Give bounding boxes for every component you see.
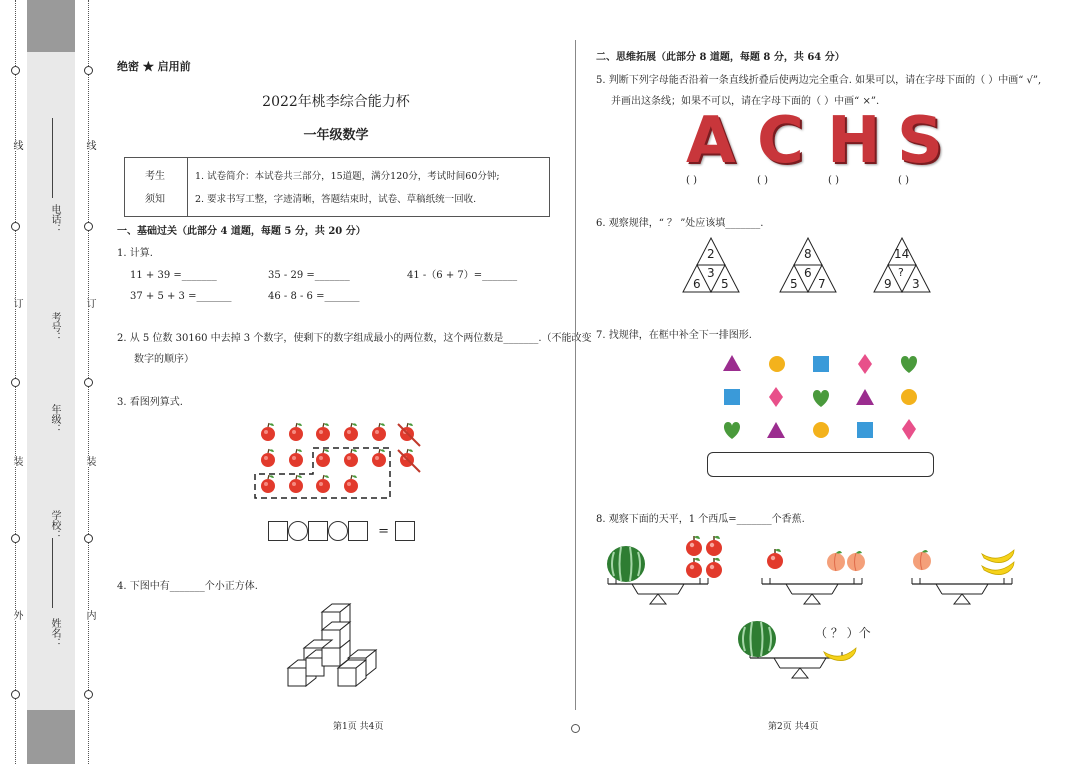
contest-title: 2022年桃李综合能力杯 [262, 94, 410, 110]
operator-circle[interactable] [328, 521, 348, 541]
q3-label: 3. 看图列算式. [117, 397, 183, 408]
inner-mark: 装 [84, 456, 95, 466]
square-shape [724, 389, 740, 405]
outer-mark: 外 [11, 610, 22, 620]
triangle-mid: 6 [804, 266, 812, 280]
answer-box[interactable] [268, 521, 288, 541]
page-footer-right: 第2页 共4页 [768, 722, 819, 732]
outer-mark: 装 [11, 456, 22, 466]
outer-mark: 线 [11, 140, 22, 150]
triangle-left: 6 [693, 277, 701, 291]
outer-mark: 订 [11, 298, 22, 308]
seal-circle [84, 690, 93, 699]
letter-s: S [897, 104, 944, 178]
equals-sign: = [378, 523, 390, 539]
notice-table [124, 157, 550, 217]
circle-shape [769, 356, 785, 372]
subject-title: 一年级数学 [303, 128, 369, 143]
phone-field: 电话： [49, 204, 60, 234]
q1-item: 41 -（6 + 7）=_______ [407, 270, 518, 281]
notice-header-cell [125, 158, 188, 216]
school-underline [52, 538, 53, 608]
apples-illustration [250, 418, 430, 504]
page-divider [575, 40, 576, 710]
answer-box[interactable] [308, 521, 328, 541]
diamond-shape [858, 354, 872, 374]
letter-c: C [757, 104, 804, 178]
square-shape [857, 422, 873, 438]
triangle-left: 9 [884, 277, 892, 291]
operator-circle[interactable] [288, 521, 308, 541]
heart-shape [724, 422, 740, 439]
diamond-shape [902, 419, 916, 440]
answer-paren[interactable]: ( ) [898, 175, 909, 186]
seal-circle [11, 534, 20, 543]
section-1-heading: 一、基础过关（此部分 4 道题，每题 5 分，共 20 分） [117, 226, 366, 237]
id-field: 考号： [49, 312, 60, 342]
inner-mark: 内 [84, 610, 95, 620]
triangle-top: 8 [804, 247, 812, 261]
cubes-figure [286, 602, 386, 690]
triangle-mid: 3 [707, 266, 715, 280]
triangle-shape [856, 389, 874, 405]
q8-question-mark[interactable]: （ ？ ）个 [815, 626, 871, 640]
q7-answer-box[interactable] [707, 452, 934, 477]
q5-text-cont: 并画出这条线；如果不可以，请在字母下面的（ ）中画“ ×”. [611, 96, 880, 107]
inner-mark: 订 [84, 298, 95, 308]
letter-a: A [686, 104, 736, 178]
school-field: 学校： [49, 510, 60, 540]
q1-item: 11 + 39 =_______ [130, 270, 217, 281]
q5-text: 5. 判断下列字母能否沿着一条直线折叠后使两边完全重合. 如果可以，请在字母下面的（ ）中画“ √”, [596, 75, 1042, 86]
q2-text: 2. 从 5 位数 30160 中去掉 3 个数字，使剩下的数字组成最小的两位数，这个两位数是_______.（不能改变 [117, 333, 592, 344]
answer-paren[interactable]: ( ) [828, 175, 839, 186]
binding-light-band [27, 52, 75, 710]
answer-paren[interactable]: ( ) [686, 175, 697, 186]
notice-head-1: 考生 [145, 171, 165, 182]
q8-label: 8. 观察下面的天平，1 个西瓜=_______个香蕉. [596, 514, 805, 525]
binding-margin [0, 0, 100, 764]
page-footer-left: 第1页 共4页 [333, 722, 384, 732]
name-field: 姓名： [49, 618, 60, 648]
q6-label: 6. 观察规律，“ ？ ”处应该填_______. [596, 218, 764, 229]
apple-row-3 [261, 475, 358, 493]
secret-label: 绝密 ★ 启用前 [117, 60, 191, 73]
seal-circle [84, 378, 93, 387]
triangle-2-numbers [779, 237, 837, 293]
seal-circle [11, 378, 20, 387]
seal-circle [84, 534, 93, 543]
binding-gray-bottom [27, 710, 75, 764]
q1-item: 37 + 5 + 3 =_______ [130, 291, 232, 302]
shape-pattern-grid [718, 352, 928, 444]
q3-answer-boxes [268, 521, 415, 541]
triangle-shape [767, 422, 785, 438]
watermelon [607, 546, 645, 582]
q1-item: 46 - 8 - 6 =_______ [268, 291, 360, 302]
notice-item-2: 2. 要求书写工整，字迹清晰，答题结束时，试卷、草稿纸统一回收. [195, 194, 477, 205]
diamond-shape [769, 387, 783, 407]
notice-head-2: 须知 [145, 194, 165, 205]
q7-label: 7. 找规律，在框中补全下一排图形. [596, 330, 752, 341]
watermelon [738, 621, 776, 657]
q1-item: 35 - 29 =_______ [268, 270, 350, 281]
triangle-3-numbers [873, 237, 931, 293]
triangle-right: 3 [912, 277, 920, 291]
heart-shape [901, 356, 917, 373]
circle-shape [813, 422, 829, 438]
triangle-right: 5 [721, 277, 729, 291]
letter-h: H [827, 104, 881, 178]
triangle-left: 5 [790, 277, 798, 291]
triangle-1-numbers [682, 237, 740, 293]
seal-circle [84, 222, 93, 231]
circle-shape [901, 389, 917, 405]
grade-field: 年级： [49, 404, 60, 434]
q4-label: 4. 下图中有_______个小正方体. [117, 581, 258, 592]
notice-item-1: 1. 试卷简介：本试卷共三部分，15道题，满分120分，考试时间60分钟; [195, 171, 500, 182]
triangle-mid: ? [898, 266, 904, 279]
square-shape [813, 356, 829, 372]
balance-scales [600, 532, 1030, 688]
binding-gray-top [27, 0, 75, 52]
seal-circle [11, 222, 20, 231]
answer-box[interactable] [348, 521, 368, 541]
q1-label: 1. 计算. [117, 248, 153, 259]
answer-box[interactable] [395, 521, 415, 541]
section-2-heading: 二、思维拓展（此部分 8 道题，每题 8 分，共 64 分） [596, 52, 845, 63]
apple-row-2 [261, 449, 414, 467]
divider-circle [571, 724, 580, 733]
triangle-shape [723, 355, 741, 371]
seal-circle [84, 66, 93, 75]
seal-circle [11, 66, 20, 75]
triangle-right: 7 [818, 277, 826, 291]
q2-text-cont: 数字的顺序） [134, 354, 194, 365]
seal-circle [11, 690, 20, 699]
inner-mark: 线 [84, 140, 95, 150]
triangle-top: 14 [894, 247, 910, 261]
answer-paren[interactable]: ( ) [757, 175, 768, 186]
triangle-top: 2 [707, 247, 715, 261]
apple-row-1 [261, 423, 414, 441]
heart-shape [813, 390, 829, 407]
